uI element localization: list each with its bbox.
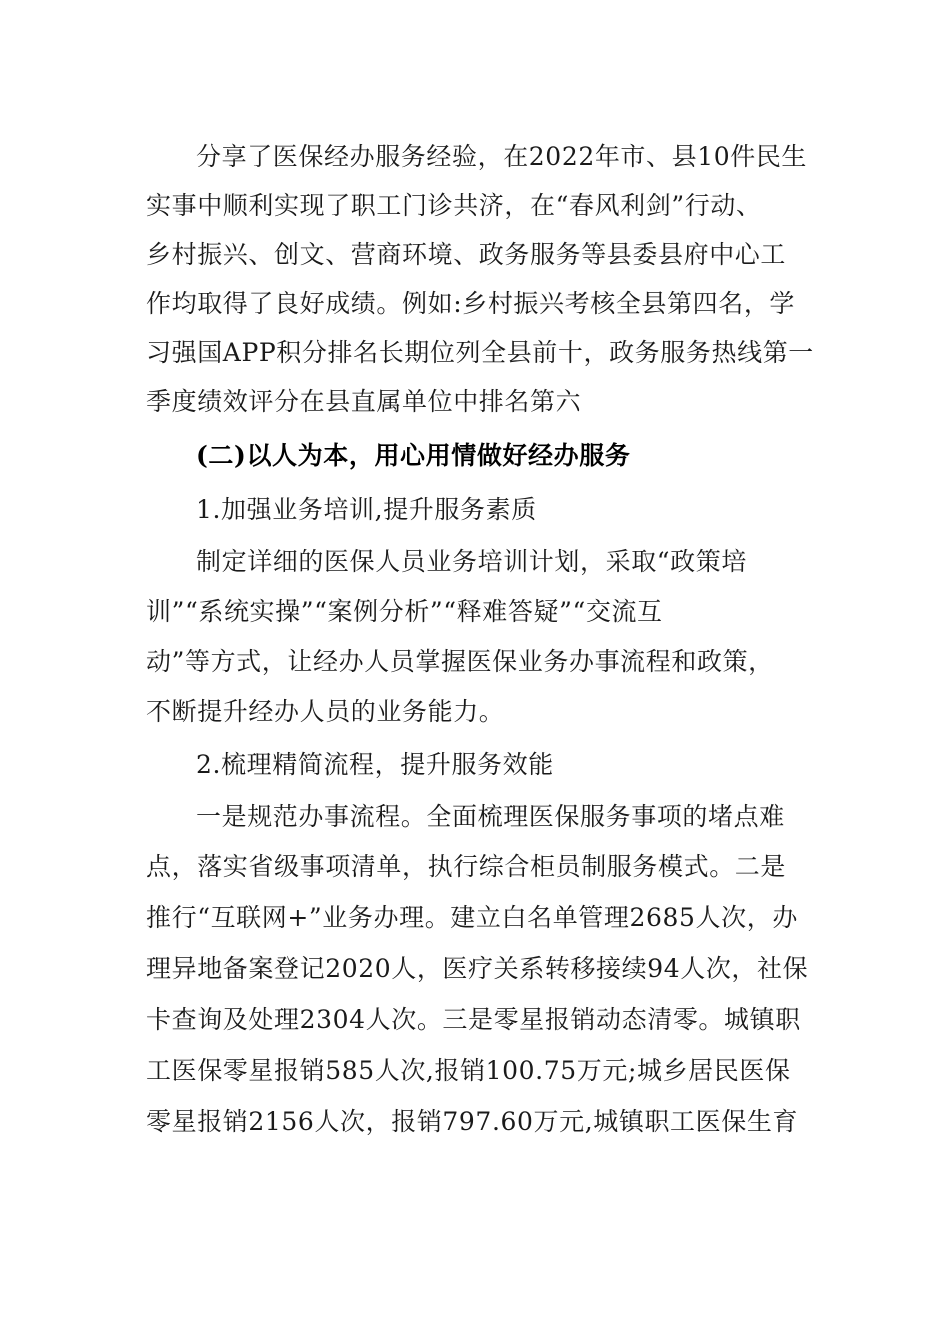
- paragraph-line: 一是规范办事流程。全面梳理医保服务事项的堵点难: [196, 802, 785, 831]
- paragraph-line: 零星报销2156人次，报销797.60万元,城镇职工医保生育: [146, 1107, 799, 1136]
- paragraph-line: 训”“系统实操”“案例分析”“释难答疑”“交流互: [146, 597, 663, 626]
- paragraph-line: 实事中顺利实现了职工门诊共济，在“春风利剑”行动、: [146, 191, 762, 220]
- paragraph-line: 习强国APP积分排名长期位列全县前十，政务服务热线第一: [146, 338, 814, 367]
- section-heading: (二)以人为本，用心用情做好经办服务: [196, 441, 631, 470]
- paragraph-line: 制定详细的医保人员业务培训计划，采取“政策培: [196, 547, 747, 576]
- paragraph-line: 理异地备案登记2020人，医疗关系转移接续94人次，社保: [146, 954, 809, 983]
- paragraph-line: 推行“互联网+”业务办理。建立白名单管理2685人次，办: [146, 903, 798, 932]
- paragraph-line: 乡村振兴、创文、营商环境、政务服务等县委县府中心工: [146, 240, 787, 269]
- subheading: 2.梳理精简流程，提升服务效能: [196, 750, 554, 779]
- paragraph-line: 作均取得了良好成绩。例如:乡村振兴考核全县第四名，学: [146, 289, 796, 318]
- paragraph-line: 不断提升经办人员的业务能力。: [146, 697, 505, 726]
- paragraph-line: 季度绩效评分在县直属单位中排名第六: [146, 387, 582, 416]
- paragraph-line: 分享了医保经办服务经验，在2022年市、县10件民生: [196, 142, 808, 171]
- paragraph-line: 卡查询及处理2304人次。三是零星报销动态清零。城镇职: [146, 1005, 801, 1034]
- paragraph-line: 点，落实省级事项清单，执行综合柜员制服务模式。二是: [146, 852, 787, 881]
- paragraph-line: 动”等方式，让经办人员掌握医保业务办事流程和政策，: [146, 647, 774, 676]
- subheading: 1.加强业务培训,提升服务素质: [196, 495, 537, 524]
- paragraph-line: 工医保零星报销585人次,报销100.75万元;城乡居民医保: [146, 1056, 791, 1085]
